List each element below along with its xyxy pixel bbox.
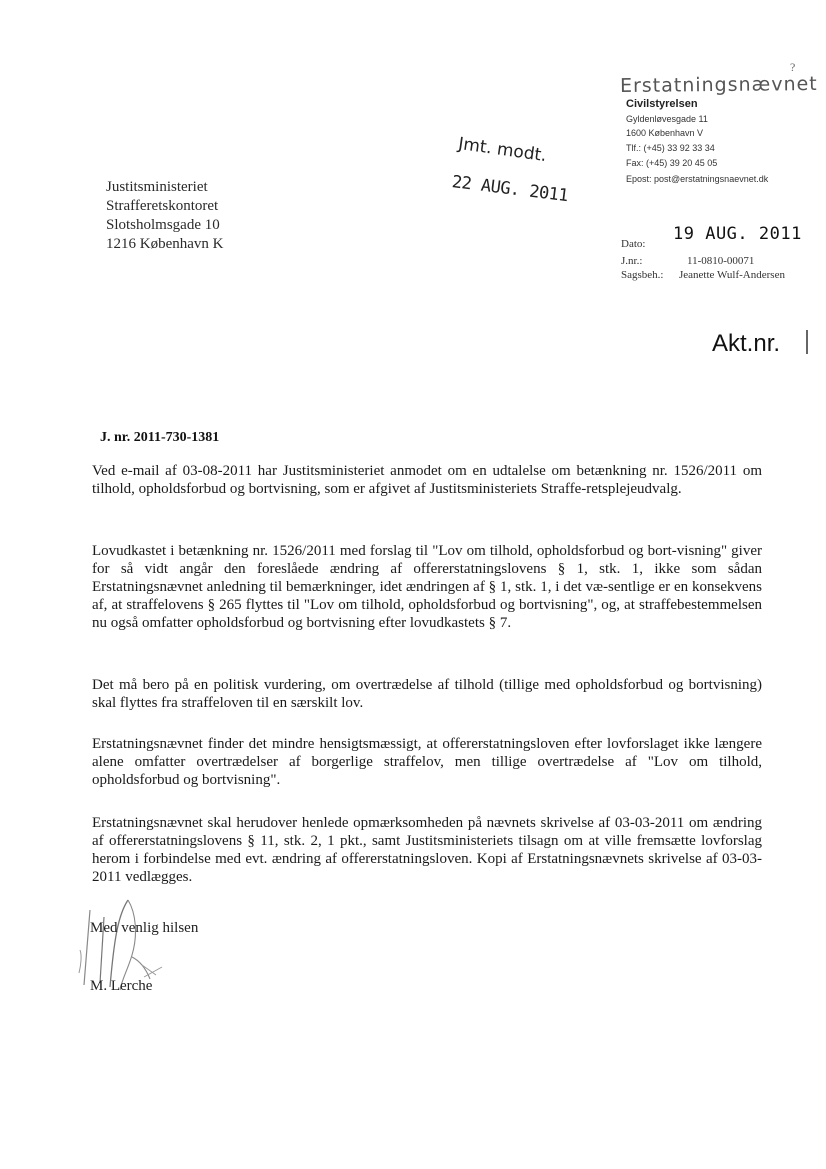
reference-number: J. nr. 2011-730-1381 <box>100 430 220 445</box>
signer-name: M. Lerche <box>90 978 153 994</box>
sender-logo: Erstatningsnævnet <box>619 72 818 98</box>
akt-number-mark <box>806 330 808 354</box>
jnr-label: J.nr.: <box>621 255 643 267</box>
recipient-line-3: Slotsholmsgade 10 <box>106 217 220 233</box>
corner-mark: ? <box>790 60 796 74</box>
sender-postal: 1600 København V <box>626 128 704 138</box>
recipient-line-1: Justitsministeriet <box>106 179 208 195</box>
jnr-value: 11-0810-00071 <box>687 255 755 267</box>
sender-fax: Fax: (+45) 39 20 45 05 <box>626 158 718 168</box>
akt-number-label: Akt.nr. <box>712 330 781 357</box>
paragraph-5: Erstatningsnævnet skal herudover henlede opmærksomheden på nævnets skrivelse af 03-03-2011 om ændring af offererstatningslovens § 11, stk. 2, 1 pkt., samt Justitsministeriets tilsagn om at ville fremsætte lovforslag herom i forbindelse med evt. ændring af offererstatningsloven. Kopi af Erstatningsnævnets skrivelse af 03-03-2011 vedlægges. <box>92 815 762 885</box>
date-label: Dato: <box>621 238 646 250</box>
received-stamp-date: 22 AUG. 2011 <box>450 172 570 207</box>
sender-address: Gyldenløvesgade 11 <box>626 114 708 124</box>
letter-date: 19 AUG. 2011 <box>673 224 802 244</box>
sender-phone: Tlf.: (+45) 33 92 33 34 <box>626 143 715 153</box>
paragraph-4: Erstatningsnævnet finder det mindre hensigtsmæssigt, at offererstatningsloven efter lovforslaget ikke længere alene omfatter overtrædelser af borgerlige straffelov, men tillige overtrædelse af "Lov om tilhold, opholdsforbud og bortvisning". <box>92 736 762 788</box>
paragraph-3: Det må bero på en politisk vurdering, om overtrædelse af tilhold (tillige med opholdsforbud og bortvisning) skal flyttes fra straffeloven til en særskilt lov. <box>92 677 762 711</box>
case-handler-label: Sagsbeh.: <box>621 269 664 281</box>
paragraph-2: Lovudkastet i betænkning nr. 1526/2011 med forslag til "Lov om tilhold, opholdsforbud og bort-visning" giver for så vidt angår den foreslåede ændring af offererstatningslovens § 1, stk. 1, ikke som sådan Erstatningsnævnet anledning til bemærkninger, idet ændringen af § 1, stk. 1, i det væ-sentlige er en konsekvens af, at straffelovens § 265 flyttes til "Lov om tilhold, opholdsforbud og bortvisning", og, at straffebestemmelsen nu også omfatter opholdsforbud og bortvisning efter lovudkastets § 7. <box>92 543 762 631</box>
closing-greeting: Med venlig hilsen <box>90 920 199 936</box>
paragraph-1: Ved e-mail af 03-08-2011 har Justitsministeriet anmodet om en udtalelse om betænkning nr. 1526/2011 om tilhold, opholdsforbud og bortvisning, som er afgivet af Justitsministeriets Straffe-retsplejeudvalg. <box>92 463 762 497</box>
recipient-line-4: 1216 København K <box>106 236 224 252</box>
recipient-line-2: Strafferetskontoret <box>106 198 219 214</box>
case-handler-value: Jeanette Wulf-Andersen <box>679 269 785 281</box>
sender-subtitle: Civilstyrelsen <box>626 98 698 110</box>
received-stamp-label: Jmt. modt. <box>457 133 548 167</box>
sender-email: Epost: post@erstatningsnaevnet.dk <box>626 174 769 184</box>
